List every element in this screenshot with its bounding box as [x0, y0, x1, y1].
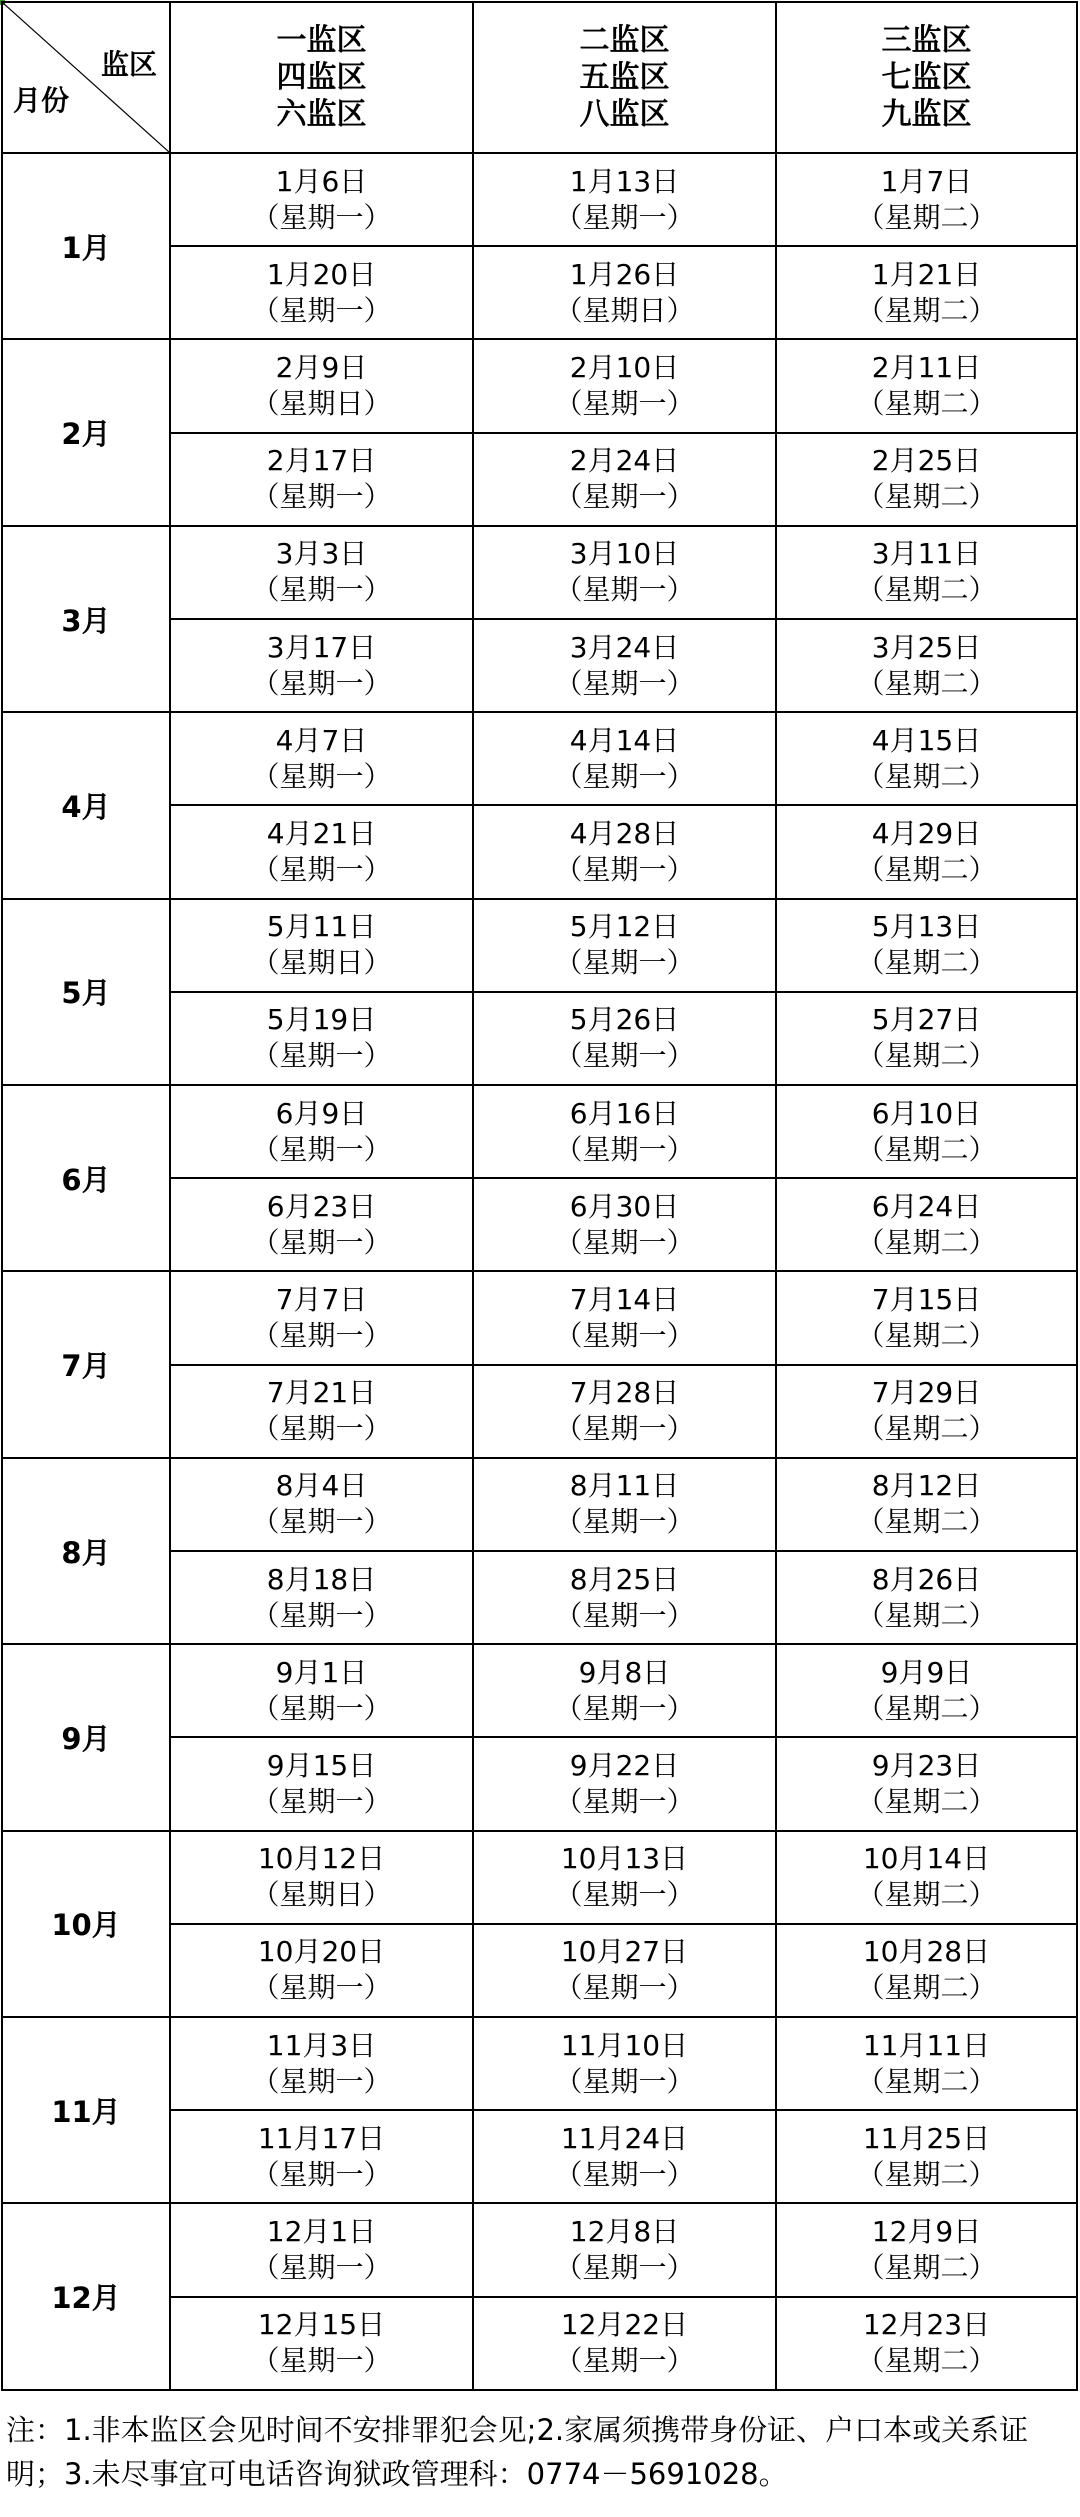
- visit-date-cell: [170, 1458, 473, 1551]
- month-label: 2月: [2, 339, 170, 525]
- visit-date: 7月14日: [569, 1283, 680, 1317]
- month-label: 11月: [2, 2017, 170, 2203]
- visit-date-cell: [170, 1737, 473, 1830]
- visit-weekday: （星期日）: [251, 1878, 392, 1912]
- visit-date: 7月28日: [569, 1376, 680, 1410]
- visit-date-cell: [170, 1085, 473, 1178]
- visit-date-cell: [776, 2297, 1077, 2390]
- visit-date: 5月13日: [871, 910, 982, 944]
- schedule-row: [2, 899, 1077, 992]
- visit-date-cell: [473, 2110, 776, 2203]
- visit-date-cell: [473, 1178, 776, 1271]
- area-name: 四监区: [276, 60, 367, 95]
- visit-date: 4月21日: [266, 817, 377, 851]
- visit-date-cell: [776, 1365, 1077, 1458]
- visit-date: 10月27日: [560, 1935, 689, 1969]
- visit-date: 12月15日: [257, 2308, 386, 2342]
- visit-weekday: （星期二）: [856, 2344, 997, 2378]
- visit-weekday: （星期一）: [251, 573, 392, 607]
- month-label: 6月: [2, 1085, 170, 1271]
- visit-date: 3月24日: [569, 630, 680, 664]
- visit-weekday: （星期二）: [856, 2064, 997, 2098]
- visit-weekday: （星期二）: [856, 573, 997, 607]
- visit-weekday: （星期二）: [856, 293, 997, 327]
- footnote: 注：1.非本监区会见时间不安排罪犯会见;2.家属须携带身份证、户口本或关系证明；3.未尽事宜可电话咨询狱政管理科：0774－5691028。: [6, 2413, 1029, 2491]
- visit-date-cell: [170, 2203, 473, 2296]
- visit-date-cell: [776, 1085, 1077, 1178]
- visit-weekday: （星期一）: [554, 1225, 695, 1259]
- visit-weekday: （星期二）: [856, 946, 997, 980]
- visit-weekday: （星期一）: [554, 1691, 695, 1725]
- visit-date-cell: [170, 1271, 473, 1364]
- visit-weekday: （星期一）: [554, 2251, 695, 2285]
- visit-date: 1月13日: [569, 164, 680, 198]
- visit-date: 2月24日: [569, 444, 680, 478]
- area-name: 九监区: [881, 97, 972, 132]
- visit-date-cell: [473, 2297, 776, 2390]
- visit-date: 10月20日: [257, 1935, 386, 1969]
- visit-weekday: （星期二）: [856, 2157, 997, 2191]
- visit-weekday: （星期一）: [251, 1319, 392, 1353]
- visit-date-cell: [473, 1924, 776, 2017]
- visit-date: 2月17日: [266, 444, 377, 478]
- visit-weekday: （星期一）: [251, 853, 392, 887]
- visit-weekday: （星期一）: [251, 1971, 392, 2005]
- visit-weekday: （星期一）: [554, 1132, 695, 1166]
- visit-date: 1月20日: [266, 257, 377, 291]
- visit-weekday: （星期二）: [856, 1598, 997, 1632]
- visit-date: 11月17日: [257, 2121, 386, 2155]
- schedule-row: [2, 526, 1077, 619]
- visit-date-cell: [170, 246, 473, 339]
- schedule-row: [2, 1644, 1077, 1737]
- visit-weekday: （星期二）: [856, 1319, 997, 1353]
- visit-date-cell: [473, 153, 776, 246]
- visit-weekday: （星期一）: [251, 1132, 392, 1166]
- corner-label-month: 月份: [13, 84, 70, 117]
- column-header: [170, 2, 473, 153]
- visit-weekday: （星期一）: [554, 666, 695, 700]
- visit-date-cell: [473, 1458, 776, 1551]
- visit-weekday: （星期二）: [856, 1785, 997, 1819]
- corner-header: [2, 2, 170, 153]
- visit-date-cell: [170, 339, 473, 432]
- area-name: 六监区: [276, 97, 367, 132]
- month-label: 7月: [2, 1271, 170, 1457]
- visit-date: 1月21日: [871, 257, 982, 291]
- visit-date: 12月9日: [871, 2215, 982, 2249]
- visit-date-cell: [170, 2017, 473, 2110]
- visit-date: 8月26日: [871, 1562, 982, 1596]
- visit-weekday: （星期一）: [554, 573, 695, 607]
- visit-date: 5月12日: [569, 910, 680, 944]
- visit-date-cell: [776, 805, 1077, 898]
- visit-date-cell: [473, 1644, 776, 1737]
- visit-weekday: （星期日）: [251, 946, 392, 980]
- visit-date-cell: [776, 1271, 1077, 1364]
- visit-weekday: （星期一）: [251, 2064, 392, 2098]
- visit-weekday: （星期二）: [856, 1412, 997, 1446]
- visit-date-cell: [170, 992, 473, 1085]
- visit-date: 8月18日: [266, 1562, 377, 1596]
- visit-weekday: （星期一）: [251, 1785, 392, 1819]
- visit-date: 8月25日: [569, 1562, 680, 1596]
- visit-date-cell: [776, 526, 1077, 619]
- visit-date-cell: [776, 1551, 1077, 1644]
- visit-weekday: （星期一）: [554, 2157, 695, 2191]
- visit-weekday: （星期一）: [251, 759, 392, 793]
- visit-date: 8月12日: [871, 1469, 982, 1503]
- visit-date-cell: [776, 339, 1077, 432]
- visit-date-cell: [776, 246, 1077, 339]
- visit-date: 5月11日: [266, 910, 377, 944]
- visit-date-cell: [473, 805, 776, 898]
- visit-date: 1月26日: [569, 257, 680, 291]
- area-name: 二监区: [579, 23, 670, 58]
- visit-date-cell: [776, 1458, 1077, 1551]
- visit-weekday: （星期一）: [554, 2344, 695, 2378]
- visit-schedule-table: [1, 1, 1078, 2391]
- visit-weekday: （星期二）: [856, 1132, 997, 1166]
- visit-date: 4月29日: [871, 817, 982, 851]
- visit-date-cell: [170, 712, 473, 805]
- visit-weekday: （星期一）: [554, 1971, 695, 2005]
- visit-weekday: （星期一）: [554, 200, 695, 234]
- visit-weekday: （星期一）: [251, 1598, 392, 1632]
- visit-weekday: （星期一）: [554, 1878, 695, 1912]
- visit-date-cell: [776, 1737, 1077, 1830]
- visit-date: 9月8日: [578, 1655, 671, 1689]
- visit-weekday: （星期一）: [554, 1598, 695, 1632]
- visit-date: 6月23日: [266, 1189, 377, 1223]
- visit-date: 10月28日: [862, 1935, 991, 1969]
- schedule-row: [2, 153, 1077, 246]
- visit-date: 12月1日: [266, 2215, 377, 2249]
- visit-date-cell: [473, 1085, 776, 1178]
- month-label: 12月: [2, 2203, 170, 2390]
- visit-date: 3月3日: [275, 537, 368, 571]
- visit-weekday: （星期一）: [251, 480, 392, 514]
- month-label: 9月: [2, 1644, 170, 1830]
- visit-weekday: （星期日）: [251, 387, 392, 420]
- visit-date-cell: [170, 619, 473, 712]
- visit-weekday: （星期二）: [856, 666, 997, 700]
- visit-weekday: （星期一）: [251, 1412, 392, 1446]
- month-label: 10月: [2, 1831, 170, 2017]
- visit-date: 11月24日: [560, 2121, 689, 2155]
- visit-date: 5月26日: [569, 1003, 680, 1037]
- visit-weekday: （星期一）: [554, 2064, 695, 2098]
- visit-date: 6月24日: [871, 1189, 982, 1223]
- visit-date-cell: [776, 1178, 1077, 1271]
- visit-date-cell: [473, 899, 776, 992]
- corner-label-area: 监区: [100, 48, 157, 81]
- visit-date-cell: [473, 246, 776, 339]
- visit-date-cell: [170, 1644, 473, 1737]
- area-name: 八监区: [579, 97, 670, 132]
- visit-weekday: （星期一）: [554, 1505, 695, 1539]
- visit-date-cell: [776, 2203, 1077, 2296]
- visit-date: 11月3日: [266, 2028, 377, 2062]
- visit-date-cell: [170, 153, 473, 246]
- visit-date: 4月15日: [871, 723, 982, 757]
- visit-date: 4月7日: [275, 723, 368, 757]
- column-header: [473, 2, 776, 153]
- visit-date: 6月16日: [569, 1096, 680, 1130]
- visit-date-cell: [473, 1831, 776, 1924]
- visit-date-cell: [473, 526, 776, 619]
- schedule-row: [2, 1085, 1077, 1178]
- visit-date-cell: [170, 526, 473, 619]
- visit-date: 7月21日: [266, 1376, 377, 1410]
- visit-date-cell: [473, 619, 776, 712]
- visit-date: 10月12日: [257, 1842, 386, 1876]
- visit-date: 6月9日: [275, 1096, 368, 1130]
- visit-date-cell: [170, 1178, 473, 1271]
- visit-weekday: （星期一）: [554, 387, 695, 420]
- visit-date-cell: [473, 1737, 776, 1830]
- visit-date-cell: [170, 805, 473, 898]
- visit-date-cell: [776, 1831, 1077, 1924]
- visit-date: 11月25日: [862, 2121, 991, 2155]
- visit-date-cell: [776, 2017, 1077, 2110]
- column-header: [776, 2, 1077, 153]
- visit-weekday: （星期一）: [251, 666, 392, 700]
- visit-date: 5月27日: [871, 1003, 982, 1037]
- visit-weekday: （星期二）: [856, 1878, 997, 1912]
- visit-date: 3月25日: [871, 630, 982, 664]
- visit-weekday: （星期一）: [554, 853, 695, 887]
- visit-date-cell: [170, 1551, 473, 1644]
- visit-weekday: （星期一）: [251, 200, 392, 234]
- visit-date-cell: [473, 992, 776, 1085]
- visit-date-cell: [473, 1271, 776, 1364]
- visit-date-cell: [170, 899, 473, 992]
- visit-weekday: （星期一）: [251, 293, 392, 327]
- visit-date: 3月10日: [569, 537, 680, 571]
- visit-date-cell: [473, 433, 776, 526]
- visit-weekday: （星期一）: [554, 946, 695, 980]
- visit-date-cell: [170, 2297, 473, 2390]
- visit-date: 10月14日: [862, 1842, 991, 1876]
- visit-date-cell: [473, 2203, 776, 2296]
- visit-weekday: （星期一）: [554, 480, 695, 514]
- schedule-body: [2, 153, 1077, 2390]
- visit-date-cell: [776, 153, 1077, 246]
- visit-weekday: （星期二）: [856, 853, 997, 887]
- visit-date: 1月6日: [275, 164, 368, 198]
- visit-date-cell: [473, 712, 776, 805]
- visit-date: 9月15日: [266, 1749, 377, 1783]
- visit-date-cell: [776, 992, 1077, 1085]
- visit-weekday: （星期一）: [554, 1785, 695, 1819]
- visit-weekday: （星期二）: [856, 1505, 997, 1539]
- visit-date: 8月4日: [275, 1469, 368, 1503]
- visit-date-cell: [473, 1551, 776, 1644]
- visit-weekday: （星期二）: [856, 1039, 997, 1073]
- visit-date-cell: [776, 1924, 1077, 2017]
- visit-weekday: （星期一）: [251, 1225, 392, 1259]
- schedule-row: [2, 1831, 1077, 1924]
- visit-date: 7月29日: [871, 1376, 982, 1410]
- visit-date: 12月22日: [560, 2308, 689, 2342]
- visit-date-cell: [776, 899, 1077, 992]
- schedule-row: [2, 2203, 1077, 2296]
- visit-weekday: （星期二）: [856, 1971, 997, 2005]
- visit-date: 9月22日: [569, 1749, 680, 1783]
- visit-weekday: （星期一）: [554, 759, 695, 793]
- month-label: 5月: [2, 899, 170, 1085]
- visit-date: 3月17日: [266, 630, 377, 664]
- visit-weekday: （星期一）: [554, 1412, 695, 1446]
- visit-weekday: （星期一）: [251, 2157, 392, 2191]
- visit-date: 12月23日: [862, 2308, 991, 2342]
- visit-date: 2月10日: [569, 351, 680, 384]
- visit-date: 5月19日: [266, 1003, 377, 1037]
- visit-date: 2月11日: [871, 351, 982, 384]
- schedule-row: [2, 339, 1077, 432]
- visit-date-cell: [170, 2110, 473, 2203]
- area-name: 三监区: [881, 23, 972, 58]
- visit-date: 2月25日: [871, 444, 982, 478]
- visit-date-cell: [170, 1831, 473, 1924]
- visit-date-cell: [170, 1924, 473, 2017]
- visit-date: 11月10日: [560, 2028, 689, 2062]
- visit-weekday: （星期二）: [856, 759, 997, 793]
- visit-date: 2月9日: [275, 351, 368, 384]
- visit-date: 11月11日: [862, 2028, 991, 2062]
- schedule-row: [2, 1458, 1077, 1551]
- visit-date: 10月13日: [560, 1842, 689, 1876]
- month-label: 4月: [2, 712, 170, 898]
- visit-date: 9月9日: [880, 1655, 973, 1689]
- schedule-row: [2, 1271, 1077, 1364]
- visit-date: 8月11日: [569, 1469, 680, 1503]
- visit-date-cell: [170, 1365, 473, 1458]
- visit-date-cell: [776, 2110, 1077, 2203]
- visit-date-cell: [473, 2017, 776, 2110]
- visit-weekday: （星期一）: [251, 2344, 392, 2378]
- visit-weekday: （星期一）: [251, 1691, 392, 1725]
- visit-date: 4月28日: [569, 817, 680, 851]
- visit-date: 1月7日: [880, 164, 973, 198]
- visit-weekday: （星期二）: [856, 2251, 997, 2285]
- visit-date: 7月15日: [871, 1283, 982, 1317]
- visit-date: 6月10日: [871, 1096, 982, 1130]
- visit-weekday: （星期一）: [554, 1039, 695, 1073]
- visit-date-cell: [776, 619, 1077, 712]
- visit-date: 6月30日: [569, 1189, 680, 1223]
- visit-date: 12月8日: [569, 2215, 680, 2249]
- visit-weekday: （星期一）: [554, 1319, 695, 1353]
- visit-date: 3月11日: [871, 537, 982, 571]
- visit-weekday: （星期二）: [856, 1225, 997, 1259]
- visit-weekday: （星期一）: [251, 2251, 392, 2285]
- area-name: 七监区: [881, 60, 972, 95]
- month-label: 8月: [2, 1458, 170, 1644]
- visit-date: 7月7日: [275, 1283, 368, 1317]
- visit-date-cell: [473, 339, 776, 432]
- visit-weekday: （星期一）: [251, 1039, 392, 1073]
- visit-date-cell: [776, 433, 1077, 526]
- visit-weekday: （星期二）: [856, 1691, 997, 1725]
- visit-weekday: （星期二）: [856, 387, 997, 420]
- visit-weekday: （星期二）: [856, 480, 997, 514]
- visit-date: 4月14日: [569, 723, 680, 757]
- month-label: 3月: [2, 526, 170, 712]
- visit-weekday: （星期日）: [554, 293, 695, 327]
- visit-date-cell: [473, 1365, 776, 1458]
- visit-weekday: （星期一）: [251, 1505, 392, 1539]
- schedule-row: [2, 2017, 1077, 2110]
- area-name: 一监区: [276, 23, 367, 58]
- area-name: 五监区: [579, 60, 670, 95]
- visit-date: 9月23日: [871, 1749, 982, 1783]
- visit-date: 9月1日: [275, 1655, 368, 1689]
- visit-date-cell: [776, 712, 1077, 805]
- visit-weekday: （星期二）: [856, 200, 997, 234]
- visit-date-cell: [776, 1644, 1077, 1737]
- header-row: [2, 2, 1077, 153]
- month-label: 1月: [2, 153, 170, 339]
- schedule-row: [2, 712, 1077, 805]
- visit-date-cell: [170, 433, 473, 526]
